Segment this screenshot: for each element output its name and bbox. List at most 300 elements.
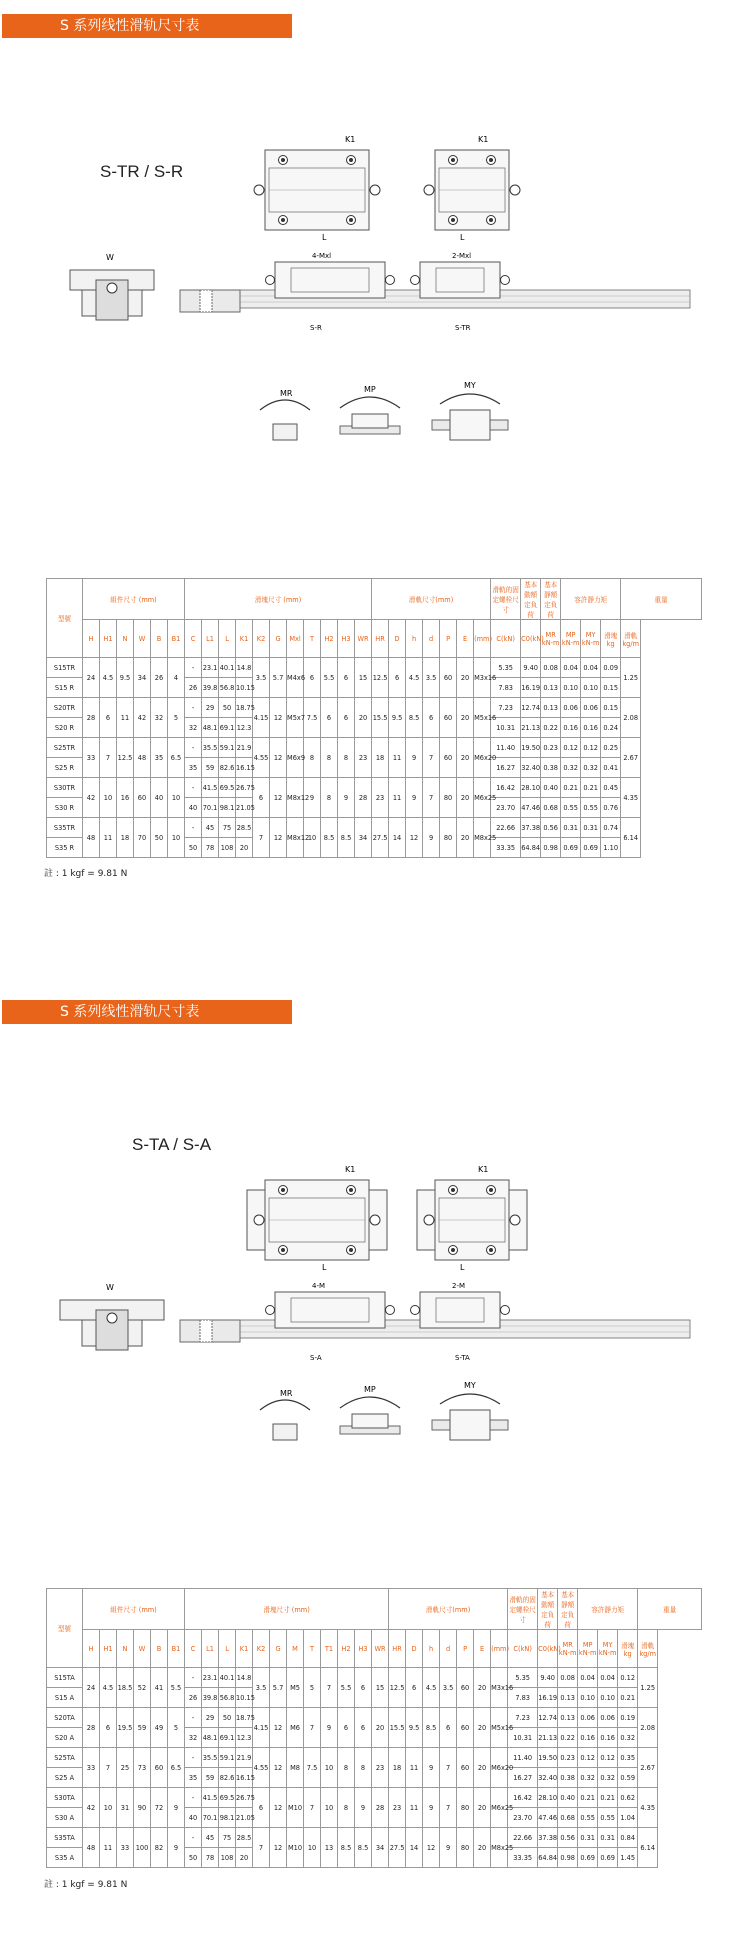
- column-header: B1: [168, 620, 185, 658]
- technical-drawing: [60, 1160, 740, 1560]
- cell: 0.12: [618, 1668, 638, 1688]
- cell: 0.22: [558, 1728, 578, 1748]
- model-cell: S35TA: [47, 1828, 83, 1848]
- cell: 18.75: [236, 1708, 253, 1728]
- column-header: P: [457, 1630, 474, 1668]
- column-header: H2: [338, 1630, 355, 1668]
- cell: -: [185, 778, 202, 798]
- cell: 73: [134, 1748, 151, 1788]
- cell: 12.3: [236, 718, 253, 738]
- cell: 15.5: [372, 698, 389, 738]
- cell: 5.5: [168, 1668, 185, 1708]
- cell: 8: [355, 1748, 372, 1788]
- cell: 5.35: [491, 658, 521, 678]
- cell: 8.5: [338, 1828, 355, 1868]
- column-header: 滑塊 kg: [618, 1630, 638, 1668]
- cell: 48: [83, 1828, 100, 1868]
- cell: 0.06: [578, 1708, 598, 1728]
- header-static-load: 基本靜額定負荷: [541, 579, 561, 620]
- cell: 9: [304, 778, 321, 818]
- cell: 8.5: [423, 1708, 440, 1748]
- cell: 0.38: [541, 758, 561, 778]
- cell: 32.40: [538, 1768, 558, 1788]
- cell: 64.84: [521, 838, 541, 858]
- cell: 28.10: [538, 1788, 558, 1808]
- cell: M6x25: [474, 778, 491, 818]
- table-row: [47, 1708, 702, 1728]
- cell: 3.5: [253, 658, 270, 698]
- cell: 21.13: [521, 718, 541, 738]
- cell: 4.5: [406, 658, 423, 698]
- cell: 20: [457, 738, 474, 778]
- moment-mp-icon: [340, 397, 400, 434]
- cell: 6: [355, 1668, 372, 1708]
- cell: 33: [83, 1748, 100, 1788]
- cell: 0.15: [601, 698, 621, 718]
- svg-text:K1: K1: [478, 1165, 489, 1174]
- column-header: H3: [355, 1630, 372, 1668]
- cell: 0.08: [541, 658, 561, 678]
- cell: 23: [389, 1788, 406, 1828]
- cell: M8x12: [287, 778, 304, 818]
- cell: 40: [185, 798, 202, 818]
- column-header: T: [304, 1630, 321, 1668]
- cell: 18.75: [236, 698, 253, 718]
- cell: 2.67: [621, 738, 641, 778]
- cell: 35: [185, 758, 202, 778]
- cell: 16.27: [491, 758, 521, 778]
- side-view-tr: [411, 1292, 510, 1328]
- cell: -: [185, 1748, 202, 1768]
- cell: 8: [304, 738, 321, 778]
- column-header: WR: [355, 620, 372, 658]
- cell: 31: [117, 1788, 134, 1828]
- cell: 8: [338, 738, 355, 778]
- cell: 6: [321, 698, 338, 738]
- column-header: C: [185, 620, 202, 658]
- cell: 4: [168, 658, 185, 698]
- cell: 0.69: [578, 1848, 598, 1868]
- cell: 5.5: [338, 1668, 355, 1708]
- model-cell: S35 R: [47, 838, 83, 858]
- cell: 48.1: [202, 718, 219, 738]
- section-banner: S 系列线性滑轨尺寸表: [2, 1000, 292, 1024]
- cell: 7.5: [304, 698, 321, 738]
- model-cell: S25 A: [47, 1768, 83, 1788]
- cell: 0.12: [561, 738, 581, 758]
- cell: 0.16: [561, 718, 581, 738]
- cell: 32: [185, 718, 202, 738]
- cell: 6.14: [621, 818, 641, 858]
- cell: 33.35: [508, 1848, 538, 1868]
- cell: 3.5: [253, 1668, 270, 1708]
- cell: 4.55: [253, 738, 270, 778]
- cell: 7.83: [508, 1688, 538, 1708]
- mr-label: MR: [280, 1389, 293, 1398]
- cell: 23: [372, 1748, 389, 1788]
- cell: 50: [219, 1708, 236, 1728]
- cell: 0.32: [578, 1768, 598, 1788]
- column-header: Mxl: [287, 620, 304, 658]
- cell: 12.5: [389, 1668, 406, 1708]
- top-view-long: [247, 1180, 387, 1260]
- cell: M3x16: [474, 658, 491, 698]
- cell: 20: [457, 658, 474, 698]
- model-cell: S20 A: [47, 1728, 83, 1748]
- column-header: MY kN-m: [581, 620, 601, 658]
- unit-note: 註 : 1 kgf = 9.81 N: [44, 1880, 128, 1890]
- cell: 59: [202, 1768, 219, 1788]
- moment-my-icon: [432, 1394, 508, 1440]
- cell: 20: [474, 1828, 491, 1868]
- cell: 10.31: [508, 1728, 538, 1748]
- cell: 14: [389, 818, 406, 858]
- mxl-label: 4-Mxl: [312, 252, 332, 260]
- column-header: H3: [338, 620, 355, 658]
- cell: 28: [372, 1788, 389, 1828]
- cell: M6x9: [287, 738, 304, 778]
- cell: 11.40: [491, 738, 521, 758]
- cell: 64.84: [538, 1848, 558, 1868]
- cell: 11: [100, 1828, 117, 1868]
- cell: 0.10: [581, 678, 601, 698]
- column-header: M: [287, 1630, 304, 1668]
- cell: 0.56: [558, 1828, 578, 1848]
- cell: 16.42: [508, 1788, 538, 1808]
- column-header: D: [389, 620, 406, 658]
- mr-label: MR: [280, 389, 293, 398]
- cell: 60: [457, 1708, 474, 1748]
- cell: 5.5: [321, 658, 338, 698]
- cell: 22.66: [491, 818, 521, 838]
- cell: 100: [134, 1828, 151, 1868]
- cell: 0.13: [558, 1708, 578, 1728]
- table-row: [47, 1828, 702, 1848]
- cell: 10: [304, 1828, 321, 1868]
- cell: 21.05: [236, 798, 253, 818]
- cell: 0.31: [561, 818, 581, 838]
- cell: 11: [389, 738, 406, 778]
- cell: 9: [168, 1788, 185, 1828]
- cell: 0.21: [561, 778, 581, 798]
- cell: 0.10: [598, 1688, 618, 1708]
- cell: 12.74: [538, 1708, 558, 1728]
- cell: 39.8: [202, 678, 219, 698]
- cell: 11: [389, 778, 406, 818]
- svg-text:W: W: [106, 1283, 114, 1292]
- cell: 5.7: [270, 1668, 287, 1708]
- cell: 28: [83, 1708, 100, 1748]
- cell: 9: [423, 1748, 440, 1788]
- cell: 0.32: [598, 1768, 618, 1788]
- model-cell: S20 R: [47, 718, 83, 738]
- cell: 4.5: [100, 658, 117, 698]
- cell: 0.32: [618, 1728, 638, 1748]
- column-header: 滑軌 kg/m: [621, 620, 641, 658]
- table-row: [47, 738, 702, 758]
- cell: 78: [202, 838, 219, 858]
- cell: 16: [117, 778, 134, 818]
- cell: 12: [270, 698, 287, 738]
- cell: 50: [185, 1848, 202, 1868]
- cell: 0.12: [578, 1748, 598, 1768]
- cell: 80: [440, 818, 457, 858]
- cell: 3.5: [423, 658, 440, 698]
- column-header: MR kN-m: [558, 1630, 578, 1668]
- cell: 0.40: [541, 778, 561, 798]
- cell: 48: [83, 818, 100, 858]
- technical-drawing: [60, 130, 740, 540]
- cell: 0.16: [578, 1728, 598, 1748]
- cell: 9: [338, 778, 355, 818]
- svg-text:L: L: [460, 233, 465, 242]
- cell: 0.06: [561, 698, 581, 718]
- top-view-long: [254, 150, 380, 230]
- column-header: C(kN): [508, 1630, 538, 1668]
- column-header: MP kN-m: [561, 620, 581, 658]
- cell: 6: [253, 778, 270, 818]
- cell: 24: [83, 1668, 100, 1708]
- cell: 9: [406, 738, 423, 778]
- cell: 4.35: [621, 778, 641, 818]
- cell: 8: [338, 1748, 355, 1788]
- cell: 75: [219, 1828, 236, 1848]
- column-header: d: [423, 620, 440, 658]
- cell: 6: [440, 1708, 457, 1748]
- cell: M6x25: [491, 1788, 508, 1828]
- cell: 6: [406, 1668, 423, 1708]
- side-view-r: [266, 262, 395, 298]
- cell: 2.67: [638, 1748, 658, 1788]
- cell: 32: [151, 698, 168, 738]
- cell: 40: [151, 778, 168, 818]
- cell: 50: [219, 698, 236, 718]
- cell: 0.12: [581, 738, 601, 758]
- column-header: K1: [236, 620, 253, 658]
- mxl2-label: 2-M: [452, 1282, 466, 1290]
- cell: 0.40: [558, 1788, 578, 1808]
- cell: 0.06: [598, 1708, 618, 1728]
- cell: 41.5: [202, 778, 219, 798]
- column-header: L: [219, 620, 236, 658]
- cell: 20: [474, 1708, 491, 1748]
- cell: 14.8: [236, 658, 253, 678]
- moment-mp-icon: [340, 1397, 400, 1434]
- cell: 6: [338, 698, 355, 738]
- cell: -: [185, 658, 202, 678]
- column-header: C(kN): [491, 620, 521, 658]
- cell: 6: [304, 658, 321, 698]
- side-view-tr: [411, 262, 510, 298]
- column-header: (mm): [491, 1630, 508, 1668]
- cell: 0.13: [558, 1688, 578, 1708]
- cell: 0.55: [578, 1808, 598, 1828]
- cell: 4.15: [253, 698, 270, 738]
- cell: 26: [151, 658, 168, 698]
- cell: 26: [185, 678, 202, 698]
- cell: 9: [321, 1708, 338, 1748]
- cell: 48.1: [202, 1728, 219, 1748]
- cell: 10.31: [491, 718, 521, 738]
- table-row: [47, 818, 702, 838]
- cell: 7: [253, 1828, 270, 1868]
- cell: 7: [304, 1788, 321, 1828]
- model-cell: S20TA: [47, 1708, 83, 1728]
- cell: M4x6: [287, 658, 304, 698]
- cell: 20: [372, 1708, 389, 1748]
- cell: 12: [423, 1828, 440, 1868]
- cell: 12: [270, 1748, 287, 1788]
- cell: 108: [219, 838, 236, 858]
- cell: 45: [202, 1828, 219, 1848]
- cell: 50: [185, 838, 202, 858]
- cell: 4.35: [638, 1788, 658, 1828]
- cell: 59.1: [219, 1748, 236, 1768]
- column-header: L: [219, 1630, 236, 1668]
- cell: 0.21: [598, 1788, 618, 1808]
- cell: 0.98: [558, 1848, 578, 1868]
- cell: 0.08: [558, 1668, 578, 1688]
- cell: 37.38: [538, 1828, 558, 1848]
- cell: 10: [304, 818, 321, 858]
- cell: 20: [236, 838, 253, 858]
- cell: 70.1: [202, 798, 219, 818]
- cell: 20: [474, 1748, 491, 1788]
- cell: 0.55: [581, 798, 601, 818]
- cell: 33: [117, 1828, 134, 1868]
- cell: 20: [457, 818, 474, 858]
- column-header: H2: [321, 620, 338, 658]
- cell: 90: [134, 1788, 151, 1828]
- cell: 0.21: [618, 1688, 638, 1708]
- cell: 9: [440, 1828, 457, 1868]
- my-label: MY: [464, 1381, 476, 1390]
- cell: 1.45: [618, 1848, 638, 1868]
- cell: 0.55: [598, 1808, 618, 1828]
- cell: 0.04: [561, 658, 581, 678]
- cell: 60: [457, 1748, 474, 1788]
- cell: 12: [270, 738, 287, 778]
- cell: 8.5: [406, 698, 423, 738]
- cell: 1.04: [618, 1808, 638, 1828]
- cell: 18: [117, 818, 134, 858]
- cell: 12: [270, 1788, 287, 1828]
- model-cell: S15TA: [47, 1668, 83, 1688]
- model-cell: S35TR: [47, 818, 83, 838]
- header-dynamic-load: 基本動額定負荷: [538, 1589, 558, 1630]
- cell: M8: [287, 1748, 304, 1788]
- cell: 8: [321, 738, 338, 778]
- cell: 0.04: [581, 658, 601, 678]
- column-header: W: [134, 620, 151, 658]
- model-cell: S30 R: [47, 798, 83, 818]
- table-row: [47, 658, 702, 678]
- cell: 0.13: [541, 698, 561, 718]
- left-view-label: S-R: [310, 324, 322, 332]
- right-view-label: S-TR: [455, 324, 471, 332]
- header-rail: 滑軌尺寸(mm): [372, 579, 491, 620]
- cell: M5: [287, 1668, 304, 1708]
- cell: 0.41: [601, 758, 621, 778]
- column-header: H: [83, 1630, 100, 1668]
- cell: 60: [440, 658, 457, 698]
- cell: 20: [474, 1668, 491, 1708]
- cell: 2.08: [621, 698, 641, 738]
- header-weight: 重量: [621, 579, 702, 620]
- cell: 10: [321, 1748, 338, 1788]
- column-header: d: [440, 1630, 457, 1668]
- column-header: MY kN-m: [598, 1630, 618, 1668]
- header-block: 滑塊尺寸 (mm): [185, 1589, 389, 1630]
- cell: -: [185, 1788, 202, 1808]
- model-cell: S25TR: [47, 738, 83, 758]
- cell: 28.5: [236, 818, 253, 838]
- column-header: K2: [253, 1630, 270, 1668]
- column-header: T1: [321, 1630, 338, 1668]
- cell: 35: [151, 738, 168, 778]
- cell: 20: [474, 1788, 491, 1828]
- cell: 10: [100, 1788, 117, 1828]
- cell: 82.6: [219, 1768, 236, 1788]
- cell: 11.40: [508, 1748, 538, 1768]
- cell: 41: [151, 1668, 168, 1708]
- column-header: MR kN-m: [541, 620, 561, 658]
- cell: 19.5: [117, 1708, 134, 1748]
- cell: 7: [253, 818, 270, 858]
- cell: 0.19: [618, 1708, 638, 1728]
- column-header: K1: [236, 1630, 253, 1668]
- column-header: 滑塊 kg: [601, 620, 621, 658]
- cell: M5x16: [491, 1708, 508, 1748]
- cell: 26: [185, 1688, 202, 1708]
- model-cell: S20TR: [47, 698, 83, 718]
- cell: 80: [457, 1828, 474, 1868]
- cell: 19.50: [521, 738, 541, 758]
- cell: -: [185, 818, 202, 838]
- cell: 10: [168, 778, 185, 818]
- left-view-label: S-A: [310, 1354, 322, 1362]
- cell: 6.14: [638, 1828, 658, 1868]
- cell: 0.59: [618, 1768, 638, 1788]
- moment-my-icon: [432, 394, 508, 440]
- cell: 35: [185, 1768, 202, 1788]
- cell: M6x20: [491, 1748, 508, 1788]
- cell: 0.31: [598, 1828, 618, 1848]
- cell: 23.1: [202, 658, 219, 678]
- cell: 60: [440, 738, 457, 778]
- cell: 26.75: [236, 1788, 253, 1808]
- cell: 47.46: [538, 1808, 558, 1828]
- cell: 18: [372, 738, 389, 778]
- top-view-short: [417, 1180, 527, 1260]
- cell: 34: [372, 1828, 389, 1868]
- cell: 0.69: [581, 838, 601, 858]
- cell: 27.5: [372, 818, 389, 858]
- cell: M8x12: [287, 818, 304, 858]
- cell: 6: [100, 698, 117, 738]
- svg-text:L: L: [322, 233, 327, 242]
- cell: 12.74: [521, 698, 541, 718]
- right-view-label: S-TA: [455, 1354, 470, 1362]
- cell: 28.10: [521, 778, 541, 798]
- cell: 56.8: [219, 1688, 236, 1708]
- header-weight: 重量: [638, 1589, 702, 1630]
- cell: 0.84: [618, 1828, 638, 1848]
- cell: 0.32: [581, 758, 601, 778]
- cell: M8x25: [474, 818, 491, 858]
- cell: 8.5: [355, 1828, 372, 1868]
- header-moment: 容許靜力矩: [578, 1589, 638, 1630]
